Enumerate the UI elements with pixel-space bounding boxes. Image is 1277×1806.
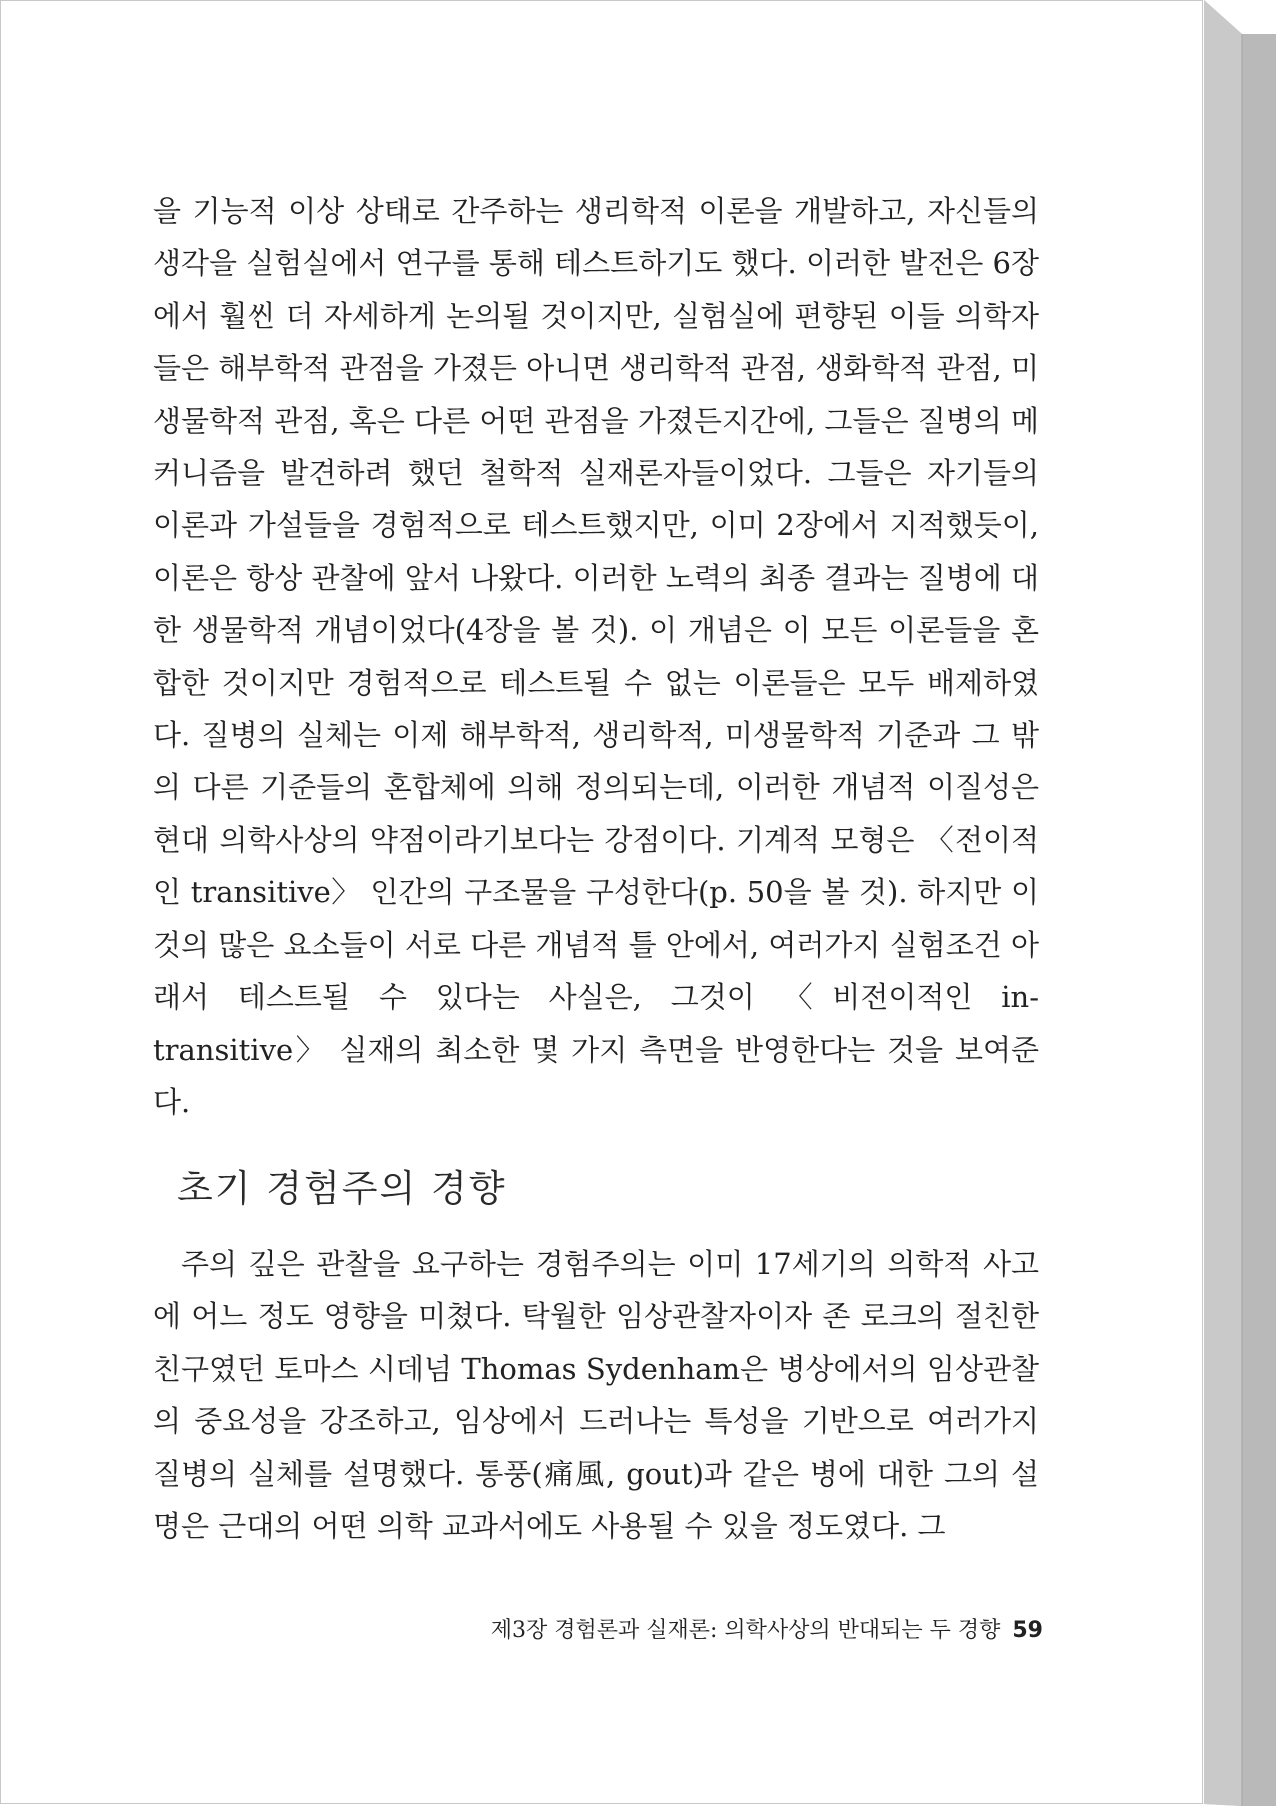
page-stack-edge <box>1204 0 1276 1806</box>
page-footer <box>421 1613 1043 1644</box>
page-number: 59 <box>1012 1618 1043 1643</box>
body-paragraph-1: 을 기능적 이상 상태로 간주하는 생리학적 이론을 개발하고, 자신들의 생각을 실험실에서 연구를 통해 테스트하기도 했다. 이러한 발전은 6장에서 훨씬 더 자세하게 논의될 것이지만, 실험실에 편향된 이들 의학자들은 해부학적 관점을 가졌든 아니면 생리학적 관점, 생화학적 관점, 미생물학적 관점, 혹은 다른 어떤 관점을 가졌든지간에, 그들은 질병의 메커니즘을 발견하려 했던 철학적 실재론자들이었다. 그들은 자기들의 이론과 가설들을 경험적으로 테스트했지만, 이미 2장에서 지적했듯이, 이론은 항상 관찰에 앞서 나왔다. 이러한 노력의 최종 결과는 질병에 대한 생물학적 개념이었다(4장을 볼 것). 이 개념은 이 모든 이론들을 혼합한 것이지만 경험적으로 테스트될 수 없는 이론들은 모두 배제하였다. 질병의 실체는 이제 해부학적, 생리학적, 미생물학적 기준과 그 밖의 다른 기준들의 혼합체에 의해 정의되는데, 이러한 개념적 이질성은 현대 의학사상의 약점이라기보다는 강점이다. 기계적 모형은 〈전이적인 transitive〉 인간의 구조물을 구성한다(p. 50을 볼 것). 하지만 이것의 많은 요소들이 서로 다른 개념적 틀 안에서, 여러가지 실험조건 아래서 테스트될 수 있다는 사실은, 그것이 〈비전이적인 in-transitive〉 실재의 최소한 몇 가지 측면을 반영한다는 것을 보여준다. <box>153 194 1039 1119</box>
body-paragraph-2: 주의 깊은 관찰을 요구하는 경험주의는 이미 17세기의 의학적 사고에 어느 정도 영향을 미쳤다. 탁월한 임상관찰자이자 존 로크의 절친한 친구였던 토마스 시데넘 Thomas Sydenham은 병상에서의 임상관찰의 중요성을 강조하고, 임상에서 드러나는 특성을 기반으로 여러가지 질병의 실체를 설명했다. 통풍(痛風, gout)과 같은 병에 대한 그의 설명은 근대의 어떤 의학 교과서에도 사용될 수 있을 정도였다. 그 <box>153 1247 1039 1544</box>
section-heading: 초기 경험주의 경향 <box>177 1167 507 1210</box>
running-title: 제3장 경험론과 실재론: 의학사상의 반대되는 두 경향 <box>490 1618 1001 1643</box>
